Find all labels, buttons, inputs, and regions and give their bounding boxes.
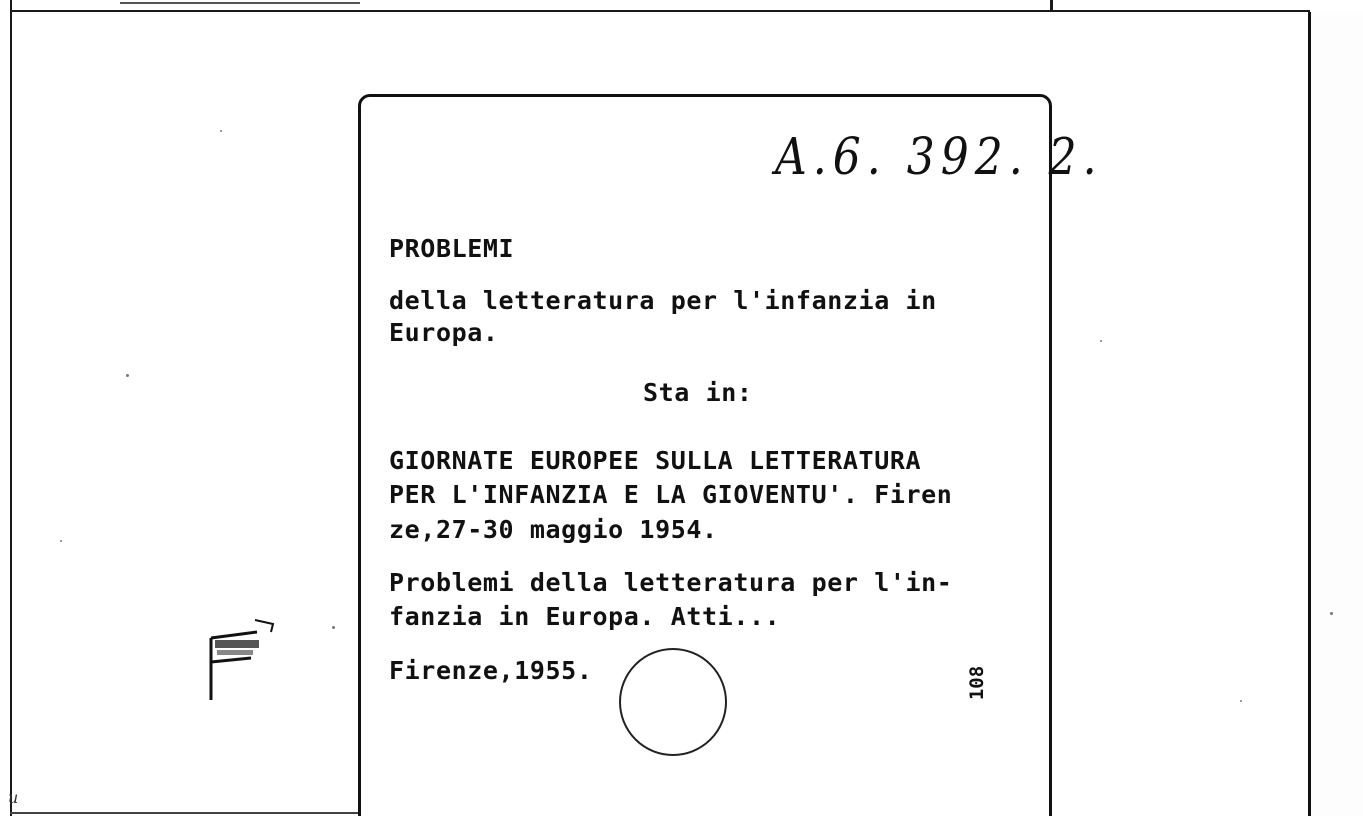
scan-noise <box>1100 340 1102 342</box>
acts-line-1: Problemi della letteratura per l'in- <box>389 568 953 597</box>
title-line-1: della letteratura per l'infanzia in <box>389 286 937 315</box>
bracket-mark <box>207 618 277 702</box>
acts-line-2: fanzia in Europa. Atti... <box>389 602 781 631</box>
handwritten-shelfmark: A.6. 392. 2. <box>775 128 1103 187</box>
stamp-circle <box>619 648 727 756</box>
conference-line-1: GIORNATE EUROPEE SULLA LETTERATURA <box>389 446 922 475</box>
conference-line-2: PER L'INFANZIA E LA GIOVENTU'. Firen <box>389 480 953 509</box>
see-in-label: Sta in: <box>643 378 753 407</box>
top-scan-edge <box>10 10 1310 12</box>
top-scan-edge-fragment <box>120 2 360 4</box>
scan-noise <box>126 374 129 377</box>
imprint-line: Firenze,1955. <box>389 656 593 685</box>
top-divider-mark <box>1050 0 1053 12</box>
conference-line-3: ze,27-30 maggio 1954. <box>389 515 718 544</box>
scan-noise <box>332 626 335 629</box>
left-scan-edge <box>10 0 12 816</box>
vertical-card-number: 108 <box>966 665 989 701</box>
bottom-scan-edge <box>10 812 360 814</box>
title-line-2: Europa. <box>389 318 499 347</box>
corner-pencil-mark: u <box>8 788 19 807</box>
scan-noise <box>1240 700 1242 702</box>
scan-noise <box>1330 612 1333 615</box>
scan-noise <box>60 540 62 542</box>
adjacent-card-edge <box>1308 12 1363 816</box>
card-heading: PROBLEMI <box>389 234 515 263</box>
scan-noise <box>220 130 222 132</box>
